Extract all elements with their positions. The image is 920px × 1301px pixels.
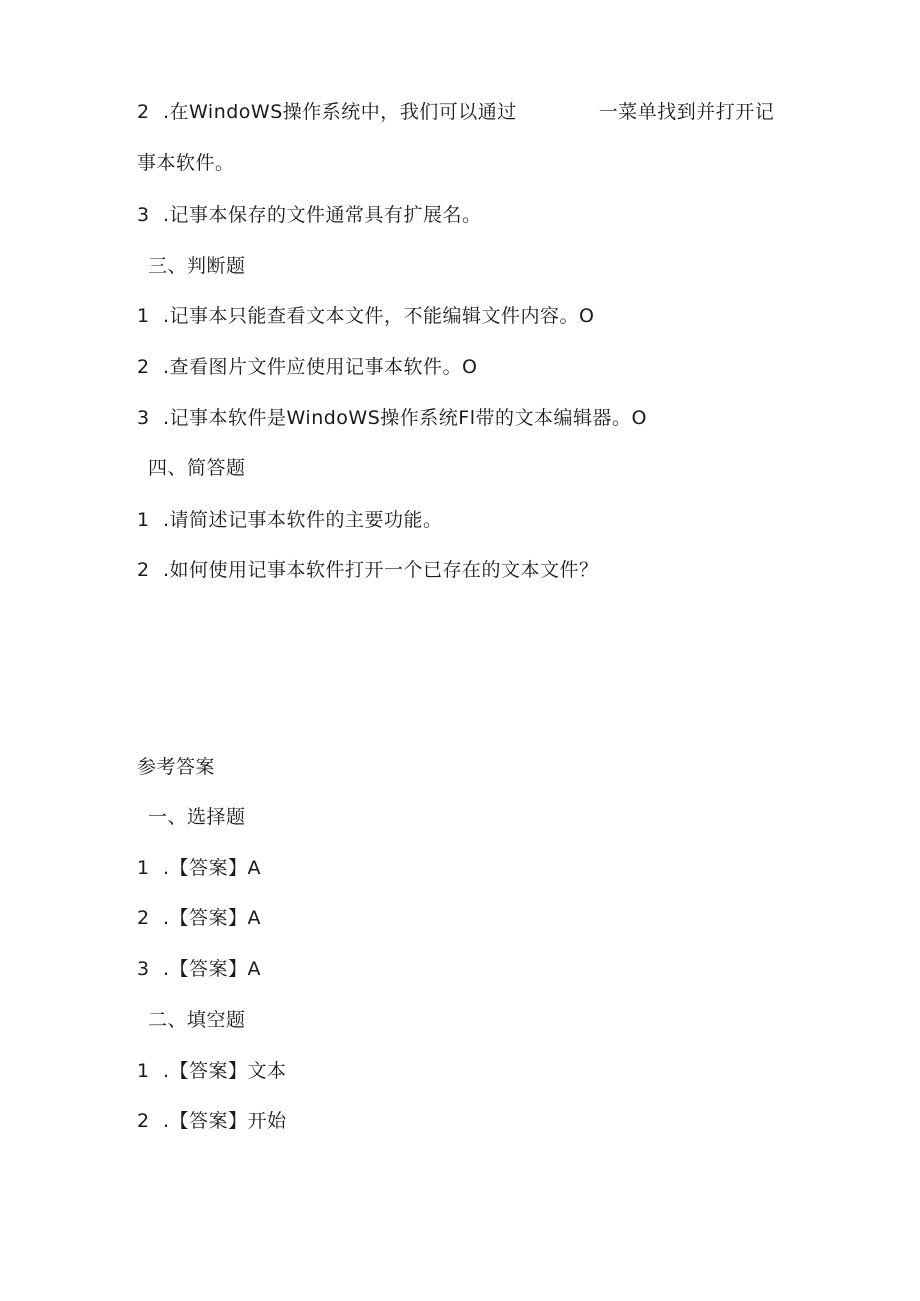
answer-number: 1 <box>137 1060 150 1082</box>
answer-number: 2 <box>137 1110 150 1132</box>
judge-question-2 <box>137 355 478 379</box>
choice-answer-3 <box>137 957 261 981</box>
judge-question-3 <box>137 406 647 430</box>
short-answer-question-1 <box>137 508 443 532</box>
answer-text: .【答案】A <box>163 907 262 929</box>
question-number: 1 <box>137 509 150 531</box>
question-number: 2 <box>137 101 150 123</box>
answer-text: .【答案】文本 <box>163 1060 287 1082</box>
question-text-after-blank: 一菜单找到并打开记 <box>598 101 775 123</box>
answer-text: .【答案】A <box>163 958 262 980</box>
choice-answer-1 <box>137 856 261 880</box>
question-number: 3 <box>137 204 150 226</box>
question-text-before-blank: .在WindoWS操作系统中，我们可以通过 <box>163 101 517 123</box>
question-text: .查看图片文件应使用记事本软件。O <box>163 356 478 378</box>
question-number: 2 <box>137 356 150 378</box>
question-number: 1 <box>137 305 150 327</box>
fill-answer-2 <box>137 1109 287 1133</box>
fill-answer-1 <box>137 1059 287 1083</box>
fill-question-2 <box>137 100 774 124</box>
judge-question-1 <box>137 304 595 328</box>
section-heading-short-answer: 四、简答题 <box>148 457 246 479</box>
question-text: .如何使用记事本软件打开一个已存在的文本文件？ <box>163 559 599 581</box>
answer-number: 1 <box>137 857 150 879</box>
fill-question-2-continued <box>137 151 235 175</box>
short-answer-question-2 <box>137 558 599 582</box>
question-text: .记事本保存的文件通常具有扩展名。 <box>163 204 482 226</box>
answer-text: .【答案】开始 <box>163 1110 287 1132</box>
choice-answer-2 <box>137 906 261 930</box>
question-number: 3 <box>137 407 150 429</box>
fill-question-3 <box>137 203 482 227</box>
question-text: .记事本只能查看文本文件，不能编辑文件内容。O <box>163 305 595 327</box>
section-heading-fill: 二、填空题 <box>148 1009 246 1031</box>
answer-text: .【答案】A <box>163 857 262 879</box>
section-heading-choice: 一、选择题 <box>148 806 246 828</box>
question-text: .记事本软件是WindoWS操作系统Fl带的文本编辑器。O <box>163 407 647 429</box>
answer-number: 3 <box>137 958 150 980</box>
answer-number: 2 <box>137 907 150 929</box>
section-heading-judge: 三、判断题 <box>148 255 246 277</box>
question-text: .请简述记事本软件的主要功能。 <box>163 509 443 531</box>
answers-title: 参考答案 <box>137 756 216 778</box>
question-number: 2 <box>137 559 150 581</box>
question-text-continued: 事本软件。 <box>137 152 235 174</box>
